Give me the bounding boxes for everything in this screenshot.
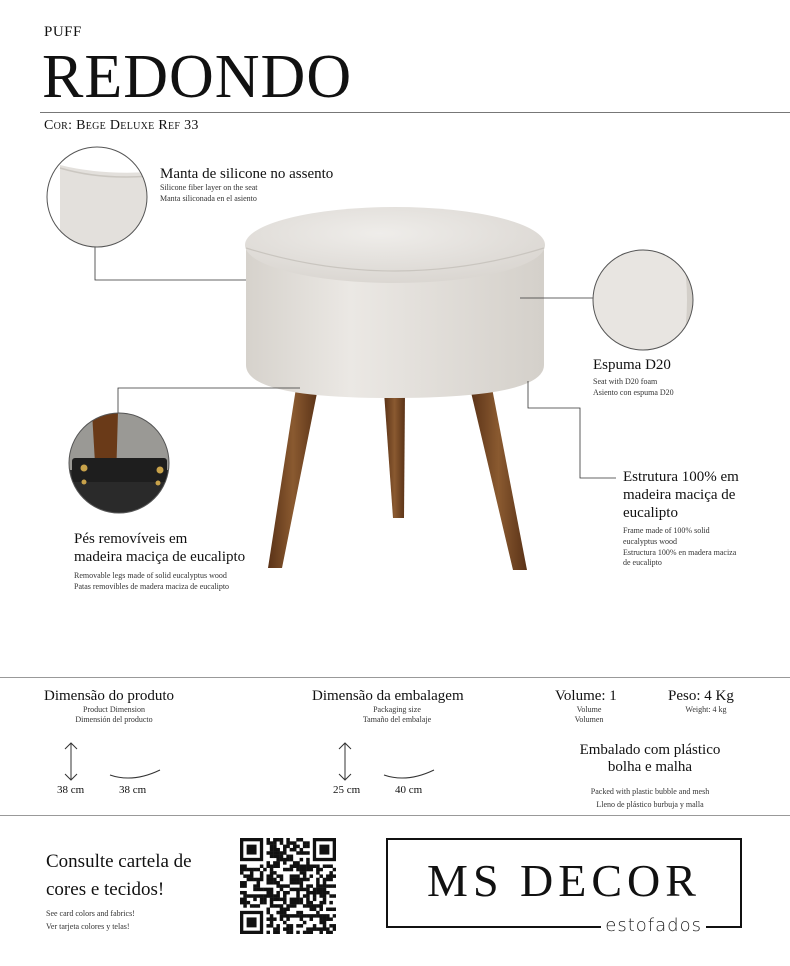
package-dimension-title: Dimensão da embalagem (312, 688, 464, 704)
packing-en: Packed with plastic bubble and mesh (590, 787, 710, 796)
callout-legs-es: Patas removibles de madera maciza de eucalipto (74, 581, 230, 591)
callout-structure (623, 468, 739, 569)
consult-line1: Consulte cartela de (46, 851, 192, 872)
callout-structure-en1: Frame made of 100% solid (623, 526, 710, 535)
product-diameter: 38 cm (119, 784, 147, 796)
callout-foam-es: Asiento con espuma D20 (593, 387, 674, 397)
weight-title: Peso: 4 Kg (668, 688, 734, 704)
package-dimension-es: Tamaño del embalaje (362, 715, 432, 725)
callout-legs-line1: Pés removíveis em (74, 531, 188, 547)
consult-heading (46, 848, 192, 903)
volume-es: Volumen (574, 715, 604, 725)
callout-structure-line2: madeira maciça de (623, 487, 736, 503)
package-dimension-en: Packaging size (373, 705, 421, 714)
leg-detail-circle (65, 410, 175, 520)
consult-en: See card colors and fabrics! (46, 909, 135, 918)
consult-line2: cores e tecidos! (46, 878, 165, 900)
product-dimension-block (44, 688, 224, 726)
package-dimension-block (312, 688, 492, 726)
callout-foam-en: Seat with D20 foam (593, 377, 658, 386)
callout-seat (160, 165, 333, 205)
pouf-legs (268, 388, 527, 570)
callout-legs (74, 530, 245, 593)
consult-subtext (46, 908, 135, 934)
specs-top-divider (0, 677, 790, 678)
volume-en: Volume (576, 705, 602, 714)
packing-block (560, 742, 740, 811)
product-dimension-arrows (58, 740, 168, 785)
package-height: 25 cm (333, 784, 361, 796)
callout-seat-en: Silicone fiber layer on the seat (160, 183, 258, 192)
volume-title: Volume: 1 (555, 688, 617, 704)
callout-foam (593, 356, 674, 399)
volume-block (555, 688, 635, 726)
specs-bottom-divider (0, 815, 790, 816)
product-dimension-title: Dimensão do produto (44, 688, 174, 704)
weight-en: Weight: 4 kg (685, 705, 727, 714)
packing-title-line2: bolha e malha (607, 759, 693, 775)
brand-logo-main: MS DECOR (427, 855, 701, 906)
callout-legs-en: Removable legs made of solid eucalyptus wood (74, 571, 227, 580)
callout-structure-es2: de eucalipto (623, 558, 662, 568)
packing-title-line1: Embalado com plástico (579, 742, 721, 758)
header-divider (40, 112, 790, 113)
callout-structure-en2: eucalyptus wood (623, 536, 677, 546)
product-kicker: PUFF (44, 24, 82, 40)
package-diameter: 40 cm (395, 784, 423, 796)
seat-detail-circle (47, 147, 150, 260)
product-dimension-en: Product Dimension (83, 705, 145, 714)
callout-structure-line3: eucalipto (623, 505, 678, 521)
packing-es: Lleno de plástico burbuja y malla (596, 800, 704, 810)
callout-foam-title: Espuma D20 (593, 357, 671, 373)
consult-es: Ver tarjeta colores y telas! (46, 921, 130, 931)
color-reference: Cor: Bege Deluxe Ref 33 (44, 118, 199, 133)
callout-structure-line1: Estrutura 100% em (623, 469, 739, 485)
qr-code[interactable] (240, 838, 336, 934)
brand-logo-sub: estofados (601, 915, 706, 936)
product-height: 38 cm (57, 784, 85, 796)
product-dimension-es: Dimensión del producto (75, 715, 153, 725)
package-dimension-arrows (332, 740, 442, 785)
weight-block (668, 688, 758, 715)
callout-structure-es1: Estructura 100% en madera maciza (623, 547, 737, 557)
callout-seat-es: Manta siliconada en el asiento (160, 193, 257, 203)
product-title: REDONDO (42, 43, 353, 111)
callout-seat-title: Manta de silicone no assento (160, 166, 334, 182)
foam-detail-circle (590, 248, 700, 358)
pouf-seat (245, 207, 545, 398)
callout-legs-line2: madeira maciça de eucalipto (74, 549, 246, 565)
brand-logo (386, 838, 742, 936)
